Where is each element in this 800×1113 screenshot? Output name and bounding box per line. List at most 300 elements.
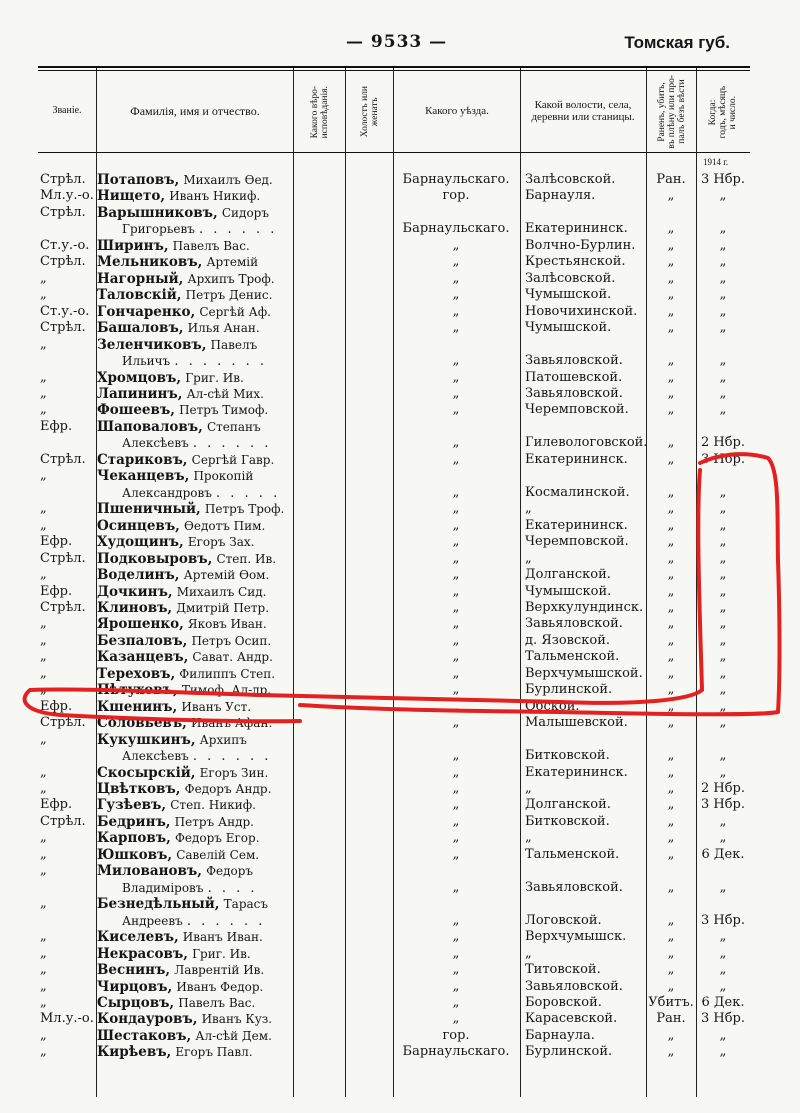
given-name: Алексѣевъ	[122, 749, 189, 764]
surname: Потаповъ,	[97, 172, 180, 188]
table-row	[0, 287, 800, 303]
surname: Ширинъ,	[97, 237, 169, 254]
uezd-cell: „	[452, 715, 460, 731]
name-cell	[97, 896, 292, 913]
surname: Гончаренко,	[97, 303, 196, 320]
rank-cell: Ефр.	[40, 534, 73, 550]
surname: Миловановъ,	[97, 863, 202, 880]
uezd-cell: „	[452, 781, 460, 797]
status-cell: „	[667, 353, 675, 369]
uezd-cell: „	[452, 764, 460, 780]
volost-cell: Тальменской.	[525, 649, 620, 665]
volost-cell: „	[525, 781, 532, 797]
rank-cell: „	[40, 781, 47, 797]
uezd-cell: „	[452, 369, 460, 385]
name-cell	[122, 353, 317, 370]
rank-cell: „	[40, 649, 47, 665]
status-cell: „	[667, 484, 675, 500]
uezd-cell: „	[452, 501, 460, 517]
given-name: Александровъ	[122, 485, 212, 500]
name-cell	[97, 781, 292, 798]
surname: Воделинъ,	[97, 567, 180, 584]
volost-cell: Бурлинской.	[525, 1044, 613, 1060]
surname: Подковыровъ,	[97, 550, 213, 567]
given-name: Ѳедотъ Пим.	[184, 518, 266, 533]
uezd-cell: „	[452, 632, 460, 648]
date-cell: „	[719, 616, 727, 632]
date-cell: „	[719, 599, 727, 615]
status-cell: „	[667, 879, 675, 895]
table-row	[0, 320, 800, 336]
volost-cell: Завьяловской.	[525, 978, 623, 994]
volost-cell: Екатерининск.	[525, 451, 628, 467]
volost-cell: Бурлинской.	[525, 682, 613, 698]
rank-cell: „	[40, 567, 47, 583]
uezd-cell: „	[452, 320, 460, 336]
uezd-cell: „	[452, 303, 460, 319]
rank-cell: „	[40, 270, 47, 286]
given-name: Артемій Ѳом.	[183, 568, 270, 583]
name-cell	[97, 600, 292, 617]
rank-cell: „	[40, 632, 47, 648]
uezd-cell: „	[452, 435, 460, 451]
uezd-cell: „	[452, 995, 460, 1010]
date-cell: „	[719, 303, 727, 319]
uezd-cell: „	[452, 484, 460, 500]
name-cell	[97, 320, 292, 337]
uezd-cell: гор.	[442, 188, 470, 204]
uezd-cell: „	[452, 748, 460, 764]
table-row	[0, 781, 800, 797]
given-name: Павелъ Вас.	[178, 996, 256, 1010]
rank-cell: Стрѣл.	[40, 451, 86, 467]
surname: Худощинъ,	[97, 534, 184, 551]
given-name: Ал-сѣй Мих.	[186, 386, 264, 401]
name-cell	[97, 205, 292, 222]
status-cell: Ран.	[656, 172, 686, 187]
given-name: Прокопій	[193, 469, 254, 484]
date-cell: „	[719, 237, 727, 253]
rank-cell: „	[40, 682, 47, 698]
given-name: Егоръ Павл.	[175, 1045, 253, 1060]
status-cell: „	[667, 303, 675, 319]
volost-cell: Чумышской.	[525, 583, 612, 599]
given-name: Сават. Андр.	[192, 650, 273, 665]
name-cell	[97, 337, 292, 354]
volost-cell: Тальменской.	[525, 846, 620, 862]
given-name: Федоръ	[206, 864, 254, 879]
rank-cell: Стрѣл.	[40, 320, 86, 336]
status-cell: „	[667, 781, 675, 797]
date-cell: 6 Дек.	[701, 846, 745, 862]
name-cell	[97, 402, 292, 419]
surname: Клиновъ,	[97, 599, 173, 616]
given-name: Иванъ Федор.	[176, 979, 264, 994]
uezd-cell: „	[452, 616, 460, 632]
volost-cell: Верхкулундинск.	[525, 599, 644, 615]
rank-cell: Ефр.	[40, 698, 73, 714]
table-row	[0, 649, 800, 665]
uezd-cell: „	[452, 945, 460, 961]
name-cell	[97, 962, 292, 979]
date-cell: „	[719, 929, 727, 945]
given-name: Михаилъ Сид.	[176, 584, 267, 599]
table-row	[0, 452, 800, 468]
rank-cell: „	[40, 402, 47, 418]
leader-dots: . . . . . . .	[174, 354, 268, 370]
status-cell: „	[667, 501, 675, 517]
date-cell: „	[719, 698, 727, 714]
status-cell: „	[667, 748, 675, 764]
header-married: Холостъ или женатъ	[359, 86, 380, 138]
table-row	[0, 221, 800, 237]
volost-cell: Верхчумышск.	[525, 929, 627, 945]
volost-cell: д. Язовской.	[525, 632, 611, 648]
uezd-cell: „	[452, 1011, 460, 1027]
uezd-cell: „	[452, 846, 460, 862]
table-row	[0, 929, 800, 945]
table-row	[0, 732, 800, 748]
name-cell	[97, 551, 292, 568]
volost-cell: „	[525, 830, 532, 846]
volost-cell: Долганской.	[525, 797, 611, 813]
uezd-cell: „	[452, 962, 460, 978]
table-row	[0, 633, 800, 649]
status-cell: „	[667, 550, 675, 566]
leader-dots: . . . . .	[216, 485, 281, 501]
status-cell: „	[667, 369, 675, 385]
uezd-cell: „	[452, 649, 460, 665]
given-name: Архипъ Троф.	[187, 271, 275, 286]
status-cell: „	[667, 435, 675, 451]
given-name: Тимоф. Ал-др.	[181, 683, 272, 698]
date-cell: „	[719, 583, 727, 599]
given-name: Сергѣй Гавр.	[191, 452, 275, 467]
date-cell: „	[719, 270, 727, 286]
volost-cell: Екатерининск.	[525, 764, 628, 780]
given-name: Петръ Осип.	[191, 633, 272, 648]
header-volost: Какой волости, села, деревни или станицы.	[531, 99, 635, 123]
given-name: Иванъ Иван.	[182, 930, 263, 945]
status-cell: „	[667, 451, 675, 467]
status-cell: „	[667, 221, 675, 237]
rank-cell: Ст.у.-о.	[40, 303, 90, 319]
given-name: Иванъ Афан.	[190, 716, 273, 731]
volost-cell: Крестьянской.	[525, 254, 626, 270]
given-name: Ал-сѣй Дем.	[195, 1028, 272, 1043]
table-row	[0, 584, 800, 600]
uezd-cell: „	[452, 682, 460, 698]
surname: Нището,	[97, 188, 166, 205]
uezd-cell: „	[452, 237, 460, 253]
table-row	[0, 370, 800, 386]
date-cell: „	[719, 567, 727, 583]
surname: Кирѣевъ,	[97, 1044, 172, 1061]
date-cell: „	[719, 665, 727, 681]
volost-cell: Космалинской.	[525, 484, 630, 500]
table-row	[0, 880, 800, 896]
table-row	[0, 666, 800, 682]
header-uezd: Какого уѣзда.	[425, 105, 489, 117]
rank-cell: „	[40, 336, 47, 352]
given-name: Иванъ Куз.	[201, 1012, 273, 1027]
uezd-cell: „	[452, 385, 460, 401]
date-cell: 3 Нбр.	[700, 1011, 746, 1027]
rank-cell: Стрѣл.	[40, 204, 86, 220]
volost-cell: Залѣсовской.	[525, 172, 616, 187]
given-name: Андреевъ	[122, 913, 183, 928]
name-cell	[97, 863, 292, 880]
name-cell	[97, 584, 292, 601]
name-cell	[97, 287, 292, 304]
table-row	[0, 172, 800, 188]
given-name: Савелій Сем.	[176, 847, 260, 862]
name-cell	[97, 682, 292, 699]
date-cell: „	[719, 385, 727, 401]
given-name: Ильичъ	[122, 354, 171, 369]
table-row	[0, 188, 800, 204]
surname: Сырцовъ,	[97, 995, 175, 1011]
rank-cell: „	[40, 731, 47, 747]
uezd-cell: „	[452, 402, 460, 418]
name-cell	[97, 929, 292, 946]
given-name: Павелъ Вас.	[172, 238, 250, 253]
table-row	[0, 518, 800, 534]
name-cell	[97, 616, 292, 633]
rank-cell: „	[40, 929, 47, 945]
uezd-cell: „	[452, 353, 460, 369]
status-cell: „	[667, 649, 675, 665]
name-cell	[97, 797, 292, 814]
status-cell: „	[667, 962, 675, 978]
volost-cell: Черемповской.	[525, 402, 629, 418]
leader-dots: . . . . . .	[198, 222, 278, 238]
year-label: 1914 г.	[703, 157, 729, 167]
rank-cell: „	[40, 369, 47, 385]
name-cell	[97, 518, 292, 535]
status-cell: „	[667, 912, 675, 928]
given-name: Павелъ	[210, 337, 258, 352]
surname: Тереховъ,	[97, 665, 176, 682]
volost-cell: Завьяловской.	[525, 353, 623, 369]
surname: Пѣтуховъ,	[97, 682, 178, 699]
name-cell	[97, 814, 292, 831]
given-name: Яковъ Иван.	[187, 617, 267, 632]
given-name: Егоръ Зах.	[187, 535, 255, 550]
leader-dots: . . . . . .	[192, 749, 272, 765]
volost-cell: Завьяловской.	[525, 385, 623, 401]
header-when: Когда: годъ, мѣсяцъ и число.	[708, 85, 738, 139]
rank-cell: „	[40, 830, 47, 846]
table-row	[0, 402, 800, 418]
volost-cell: Битковской.	[525, 748, 610, 764]
date-cell: „	[719, 715, 727, 731]
status-cell: „	[667, 1044, 675, 1060]
name-cell	[97, 567, 292, 584]
name-cell	[97, 946, 292, 963]
date-cell: 2 Нбр.	[700, 435, 746, 451]
given-name: Степ. Ив.	[216, 551, 277, 566]
status-cell: „	[667, 830, 675, 846]
date-cell: „	[719, 320, 727, 336]
given-name: Дмитрій Петр.	[176, 600, 270, 615]
status-cell: „	[667, 665, 675, 681]
name-cell	[97, 715, 292, 732]
given-name: Филиппъ Степ.	[179, 666, 276, 681]
uezd-cell: „	[452, 912, 460, 928]
uezd-cell: „	[452, 270, 460, 286]
name-cell	[122, 748, 317, 765]
uezd-cell: „	[452, 813, 460, 829]
rank-cell: Стрѣл.	[40, 172, 86, 187]
given-name: Илья Анан.	[187, 321, 260, 336]
status-cell: Ран.	[656, 1011, 686, 1027]
given-name: Григ. Ив.	[185, 370, 244, 385]
table-row	[0, 205, 800, 221]
status-cell: „	[667, 402, 675, 418]
date-cell: „	[719, 501, 727, 517]
name-cell	[97, 304, 292, 321]
table-row	[0, 551, 800, 567]
table-row	[0, 353, 800, 369]
rank-cell: „	[40, 616, 47, 632]
given-name: Иванъ Никиф.	[169, 189, 261, 204]
table-row	[0, 946, 800, 962]
table-row	[0, 682, 800, 698]
date-cell: „	[719, 287, 727, 303]
surname: Безпаловъ,	[97, 632, 188, 649]
volost-cell: „	[525, 501, 532, 517]
status-cell: „	[667, 599, 675, 615]
status-cell: „	[667, 846, 675, 862]
date-cell: „	[719, 1044, 727, 1060]
given-name: Григорьевъ	[122, 222, 195, 237]
province-title: Томская губ.	[624, 33, 730, 52]
given-name: Григ. Ив.	[192, 946, 251, 961]
volost-cell: Боровской.	[525, 995, 602, 1010]
uezd-cell: „	[452, 254, 460, 270]
name-cell	[97, 501, 292, 518]
status-cell: „	[667, 813, 675, 829]
volost-cell: Барнауля.	[525, 188, 596, 204]
uezd-cell: „	[452, 698, 460, 714]
volost-cell: Черемповской.	[525, 534, 629, 550]
name-cell	[122, 913, 317, 930]
surname: Юшковъ,	[97, 846, 173, 863]
name-cell	[97, 847, 292, 864]
volost-cell: Екатерининск.	[525, 221, 628, 237]
surname: Стариковъ,	[97, 451, 188, 468]
volost-cell: Обской.	[525, 698, 580, 714]
name-cell	[97, 188, 292, 205]
surname: Ярошенко,	[97, 616, 184, 633]
rank-cell: „	[40, 468, 47, 484]
date-cell: „	[719, 632, 727, 648]
volost-cell: Гилевологовской.	[525, 435, 648, 451]
rank-cell: „	[40, 962, 47, 978]
uezd-cell: „	[452, 517, 460, 533]
volost-cell: Малышевской.	[525, 715, 628, 731]
status-cell: „	[667, 715, 675, 731]
uezd-cell: гор.	[442, 1027, 470, 1043]
volost-cell: Новочихинской.	[525, 303, 638, 319]
table-row	[0, 765, 800, 781]
date-cell: „	[719, 221, 727, 237]
surname: Мельниковъ,	[97, 254, 203, 271]
uezd-cell: „	[452, 451, 460, 467]
volost-cell: Титовской.	[525, 962, 601, 978]
date-cell: 2 Нбр.	[700, 781, 746, 797]
rank-cell: „	[40, 945, 47, 961]
surname: Осинцевъ,	[97, 517, 180, 534]
rank-cell: Ефр.	[40, 583, 73, 599]
surname: Варышниковъ,	[97, 204, 218, 221]
status-cell: „	[667, 945, 675, 961]
rank-cell: „	[40, 1027, 47, 1043]
date-cell: „	[719, 550, 727, 566]
status-cell: „	[667, 764, 675, 780]
leader-dots: . . . . . .	[186, 913, 266, 929]
name-cell	[122, 880, 317, 897]
status-cell: Убитъ.	[648, 995, 694, 1010]
name-cell	[97, 254, 292, 271]
name-cell	[97, 830, 292, 847]
status-cell: „	[667, 287, 675, 303]
rank-cell: „	[40, 846, 47, 862]
name-cell	[97, 732, 292, 749]
uezd-cell: Барнаульскаго.	[402, 1044, 510, 1060]
table-row	[0, 501, 800, 517]
surname: Гузѣевъ,	[97, 797, 167, 814]
name-cell	[97, 995, 292, 1012]
status-cell: „	[667, 237, 675, 253]
name-cell	[97, 666, 292, 683]
volost-cell: Чумышской.	[525, 320, 612, 336]
table-row	[0, 304, 800, 320]
rank-cell: Стрѣл.	[40, 254, 86, 270]
surname: Лапининъ,	[97, 385, 183, 402]
table-row	[0, 419, 800, 435]
status-cell: „	[667, 385, 675, 401]
date-cell: „	[719, 534, 727, 550]
status-cell: „	[667, 632, 675, 648]
uezd-cell: „	[452, 830, 460, 846]
name-cell	[97, 419, 292, 436]
surname: Соловьевъ,	[97, 715, 187, 732]
given-name: Федоръ Андр.	[184, 782, 272, 797]
date-cell: „	[719, 748, 727, 764]
table-row	[0, 863, 800, 879]
volost-cell: Барнаула.	[525, 1027, 595, 1043]
table-row	[0, 1028, 800, 1044]
given-name: Петръ Троф.	[204, 502, 285, 517]
rank-cell: „	[40, 995, 47, 1010]
name-cell	[122, 221, 317, 238]
surname: Дочкинъ,	[97, 583, 173, 600]
table-row	[0, 995, 800, 1011]
date-cell: „	[719, 945, 727, 961]
uezd-cell: „	[452, 929, 460, 945]
date-cell: „	[719, 813, 727, 829]
rank-cell: „	[40, 517, 47, 533]
name-cell	[97, 468, 292, 485]
surname: Кшенинъ,	[97, 698, 178, 715]
volost-cell: Завьяловской.	[525, 879, 623, 895]
surname: Веснинъ,	[97, 962, 171, 979]
header-name: Фамилія, имя и отчество.	[130, 104, 260, 118]
rank-cell: „	[40, 501, 47, 517]
date-cell: 3 Нбр.	[700, 797, 746, 813]
